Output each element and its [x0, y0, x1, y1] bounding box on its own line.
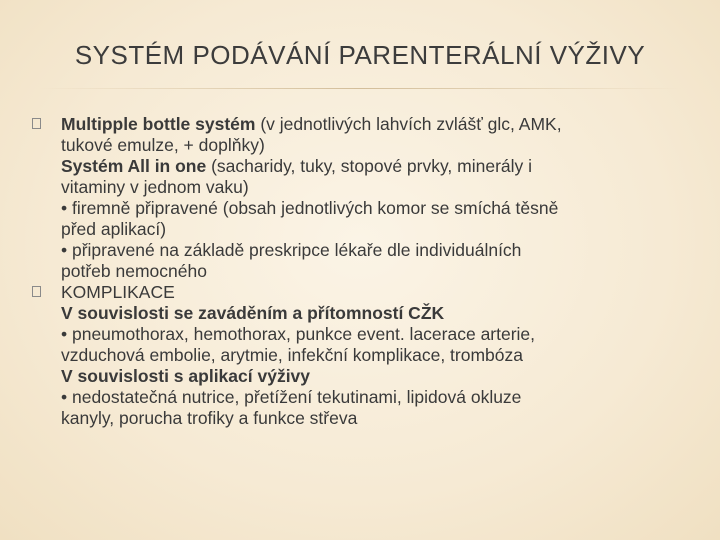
title-divider [38, 88, 682, 89]
all-in-one-text: (sacharidy, tuky, stopové prvky, minerály i [206, 156, 533, 176]
text-line: před aplikací) [61, 219, 167, 239]
square-bullet-icon [32, 286, 41, 297]
all-in-one-heading: Systém All in one [61, 156, 207, 176]
text-line: • nedostatečná nutrice, přetížení tekutinami, lipidová okluze [61, 387, 522, 407]
text-line: • připravené na základě preskripce lékaře dle individuálních [61, 240, 522, 260]
text-line [61, 114, 696, 135]
bullet-item-2 [0, 282, 720, 429]
text-line: kanyly, porucha trofiky a funkce střeva [61, 408, 358, 428]
multiple-bottle-heading: Multipple bottle systém [61, 114, 256, 134]
text-line: • firemně připravené (obsah jednotlivých komor se smíchá těsně [61, 198, 559, 218]
text-line [61, 156, 696, 177]
text-line: vitaminy v jednom vaku) [61, 177, 249, 197]
text-line: • pneumothorax, hemothorax, punkce event. lacerace arterie, [61, 324, 536, 344]
text-line: potřeb nemocného [61, 261, 207, 281]
square-bullet-icon [32, 118, 41, 129]
komplikace-heading: KOMPLIKACE [61, 282, 175, 302]
text-line: tukové emulze, + doplňky) [61, 135, 265, 155]
bullet-item-1 [0, 114, 720, 282]
multiple-bottle-text: (v jednotlivých lahvích zvlášť glc, AMK, [255, 114, 562, 134]
text-line: vzduchová embolie, arytmie, infekční komplikace, trombóza [61, 345, 524, 365]
nutrition-complications-heading: V souvislosti s aplikací výživy [61, 366, 311, 386]
cvc-complications-heading: V souvislosti se zaváděním a přítomností CŽK [61, 303, 445, 323]
slide-title: SYSTÉM PODÁVÁNÍ PARENTERÁLNÍ VÝŽIVY [74, 40, 646, 70]
slide-body [0, 114, 720, 429]
